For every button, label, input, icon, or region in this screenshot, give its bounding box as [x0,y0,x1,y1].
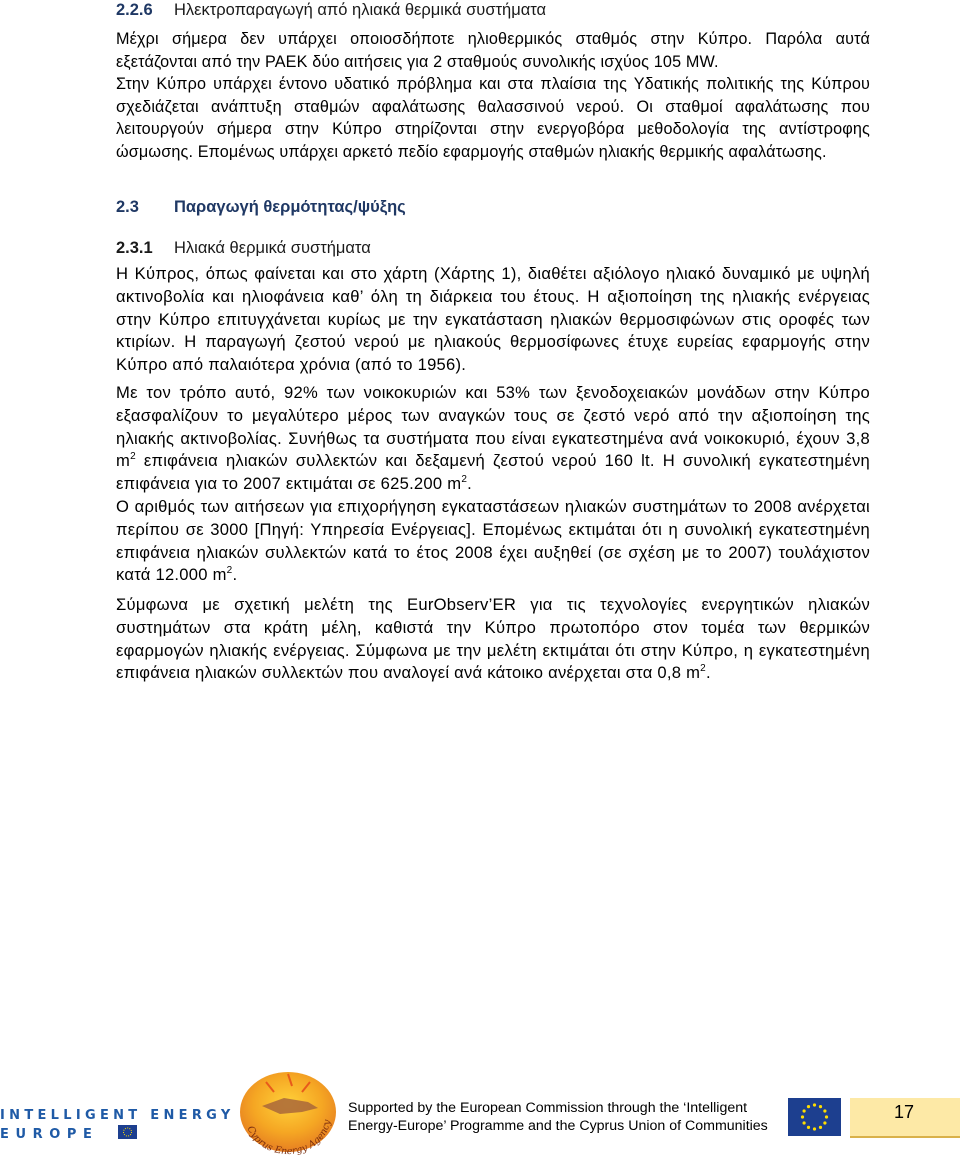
paragraph-5 [116,496,870,587]
section-title: Ηλεκτροπαραγωγή από ηλιακά θερμικά συστήματα [174,1,547,19]
paragraph-text: Σύμφωνα με σχετική μελέτη της EurObserv’ER για τις τεχνολογίες ενεργητικών ηλιακών συστημάτων στα κράτη μέλη, καθιστά την Κύπρο πρωτοπόρο στον τομέα των θερμικών εφαρμογών ηλιακής ενέργειας. Σύμφωνα με την μελέτη εκτιμάται ότι στην Κύπρο, η εγκατεστημένη επιφάνεια ηλιακών συλλεκτών που αναλογεί ανά κάτοικο ανέρχεται στα 0,8 m [116,595,870,683]
logo-text: INTELLIGENT ENERGY [0,1108,235,1123]
paragraph-text: . [705,663,711,683]
intelligent-energy-europe-logo [0,1108,235,1148]
funding-statement [348,1100,780,1135]
eu-flag-icon [118,1125,137,1139]
page-footer [0,1068,960,1158]
logo-text: EUROPE [0,1127,99,1142]
section-number: 2.3 [116,198,139,216]
section-number: 2.2.6 [116,1,153,19]
paragraph-1: Μέχρι σήμερα δεν υπάρχει οποιοσδήποτε ηλιοθερμικός σταθμός στην Κύπρο. Παρόλα αυτά εξετάζονται από την ΡΑΕΚ δύο αιτήσεις για 2 σταθμούς συνολικής ισχύος 105 MW. [116,30,870,71]
section-heading-2-3-1 [116,239,870,263]
section-title: Παραγωγή θερμότητας/ψύξης [174,198,406,216]
page-number-box [850,1098,960,1138]
superscript: 2 [226,565,233,577]
superscript: 2 [130,451,136,463]
logo-text: Cyprus Energy Agency [244,1118,334,1158]
paragraph-3: Η Κύπρος, όπως φαίνεται και στο χάρτη (Χάρτης 1), διαθέτει αξιόλογο ηλιακό δυναμικό με υψηλή ακτινοβολία και ηλιοφάνεια καθ’ όλη τη διάρκεια του έτους. Η αξιοποίηση της ηλιακής ενέργειας στην Κύπρο επιτυγχάνεται κυρίως με την εγκατάσταση ηλιακών θερμοσιφώνων στις οροφές των κτιρίων. Η παραγωγή ζεστού νερού με ηλιακούς θερμοσίφωνες έτυχε ευρείας εφαρμογής στην Κύπρο από παλαιότερα χρόνια (από το 1956). [116,264,870,375]
cyprus-energy-agency-logo [232,1068,344,1158]
paragraph-text: . [232,565,238,585]
paragraph-4 [116,382,870,496]
paragraph-2: Στην Κύπρο υπάρχει έντονο υδατικό πρόβλημα και στα πλαίσια της Υδατικής πολιτικής της Κύπρου σχεδιάζεται ανάπτυξη σταθμών αφαλάτωσης θαλασσινού νερού. Οι σταθμοί αφαλάτωσης που λειτουργούν σήμερα στην Κύπρο στηρίζονται στην ενεργοβόρα μεθοδολογία της αντίστροφης ώσμωσης. Επομένως υπάρχει αρκετό πεδίο εφαρμογής σταθμών ηλιακής θερμικής αφαλάτωσης. [116,75,870,161]
paragraph-text: . [467,474,472,494]
section-number: 2.3.1 [116,239,153,257]
funding-line: Energy-Europe’ Programme and the Cyprus Union of Communities [348,1117,768,1134]
page-number: 17 [894,1102,915,1122]
section-title: Ηλιακά θερμικά συστήματα [174,239,371,257]
paragraph-text: Ο αριθμός των αιτήσεων για επιχορήγηση εγκαταστάσεων ηλιακών συστημάτων το 2008 ανέρχεται περίπου σε 3000 [Πηγή: Υπηρεσία Ενέργειας]. Επομένως εκτιμάται ότι η συνολική εγκατεστημένη επιφάνεια ηλιακών συλλεκτών κατά το έτος 2008 έχει αυξηθεί (σε σχέση με το 2007) τουλάχιστον κατά 12.000 m [116,497,870,585]
superscript: 2 [461,474,468,486]
paragraph-text: επιφάνεια ηλιακών συλλεκτών και δεξαμενή ζεστού νερού 160 lt. Η συνολική εγκατεστημένη επιφάνεια για το 2007 εκτιμάται σε 625.200 m [116,451,870,494]
funding-line: Supported by the European Commission through the ‘Intelligent [348,1100,748,1116]
superscript: 2 [700,663,706,675]
paragraph-text: Με τον τρόπο αυτό, 92% των νοικοκυριών και 53% των ξενοδοχειακών μονάδων στην Κύπρο εξασφαλίζουν το μεγαλύτερο μέρος των αναγκών τους σε ζεστό νερό από την αξιοποίηση της ηλιακής ακτινοβολίας. Συνήθως τα συστήματα που είναι εγκατεστημένα ανά νοικοκυριό, έχουν 3,8 m [116,383,870,471]
section-heading-2-2-6 [116,1,870,25]
section-heading-2-3 [116,198,870,217]
eu-flag-icon [788,1098,841,1136]
paragraph-6 [116,594,870,685]
